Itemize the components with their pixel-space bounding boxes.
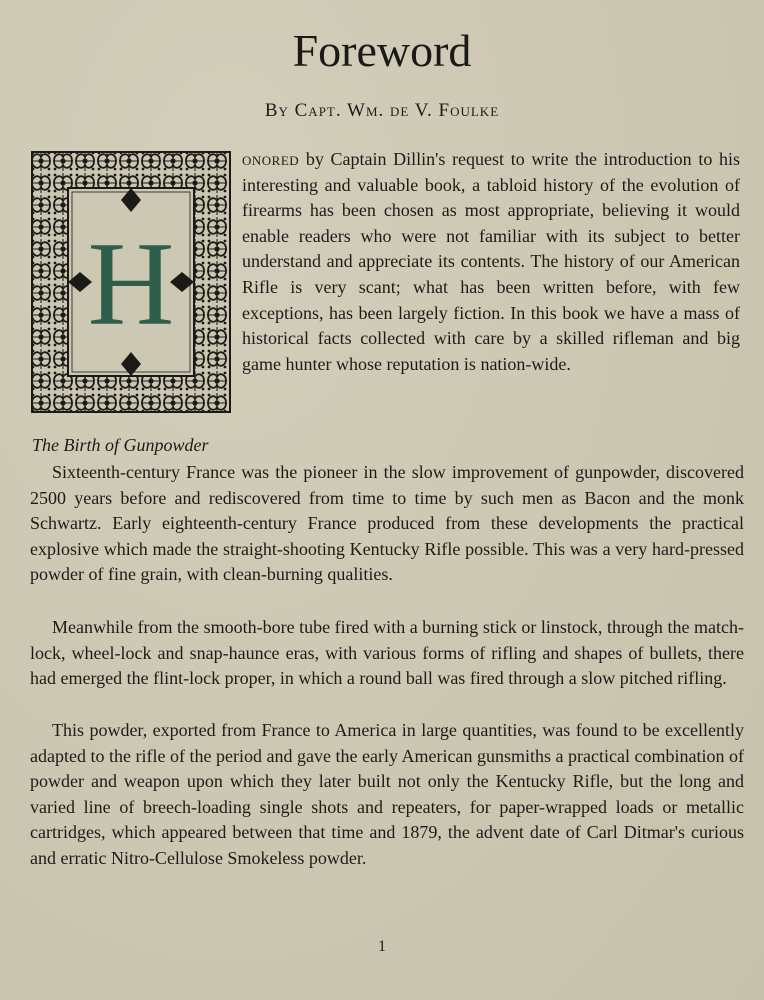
body-paragraph-2: Meanwhile from the smooth-bore tube fired with a burning stick or linstock, through the match-lock, wheel-lock and snap-haunce eras, with various forms of rifling and shapes of bullets, there had emerged the flint-lock proper, in which a round ball was fired through a slow pitched rifling. [30, 617, 744, 689]
drop-cap-letter: H [87, 217, 175, 350]
page-number: 1 [378, 938, 386, 955]
page-title: Foreword [292, 25, 472, 76]
author-byline: By Capt. Wm. de V. Foulke [264, 100, 500, 121]
intro-lead-word: onored [242, 149, 300, 169]
intro-paragraph [242, 147, 740, 377]
ornamental-border-icon [30, 150, 232, 414]
body-paragraph-3: This powder, exported from France to America in large quantities, was found to be excellently adapted to the rifle of the period and gave the early American gunsmiths a practical combination of powder and weapon upon which they later built not only the Kentucky Rifle, but the long and varied line of breech-loading single shots and repeaters, for paper-wrapped loads or metallic cartridges, which appeared between that time and 1879, the advent date of Carl Ditmar's curious and erratic Nitro-Cellulose Smokeless powder. [30, 720, 744, 868]
intro-text: by Captain Dillin's request to write the introduction to his interesting and valuable book, a tabloid history of the evolution of firearms has been chosen as most appropriate, believing it would enable readers who were not familiar with its subject to better understand and appreciate its contents. The history of our American Rifle is very scant; what has been written before, with few exceptions, has been largely fiction. In this book we have a mass of historical facts collected with care by a skilled rifleman and big game hunter whose reputation is nation-wide. [242, 149, 740, 374]
body-paragraph-1: Sixteenth-century France was the pioneer in the slow improvement of gunpowder, discovered 2500 years before and rediscovered from time to time by such men as Bacon and the monk Schwartz. Early eighteenth-century France produced from these developments the practical explosive which made the straight-shooting Kentucky Rifle possible. This was a very hard-pressed powder of fine grain, with clean-burning qualities. [30, 462, 744, 585]
ornamental-drop-cap [30, 150, 232, 414]
section-heading: The Birth of Gunpowder [32, 435, 209, 455]
